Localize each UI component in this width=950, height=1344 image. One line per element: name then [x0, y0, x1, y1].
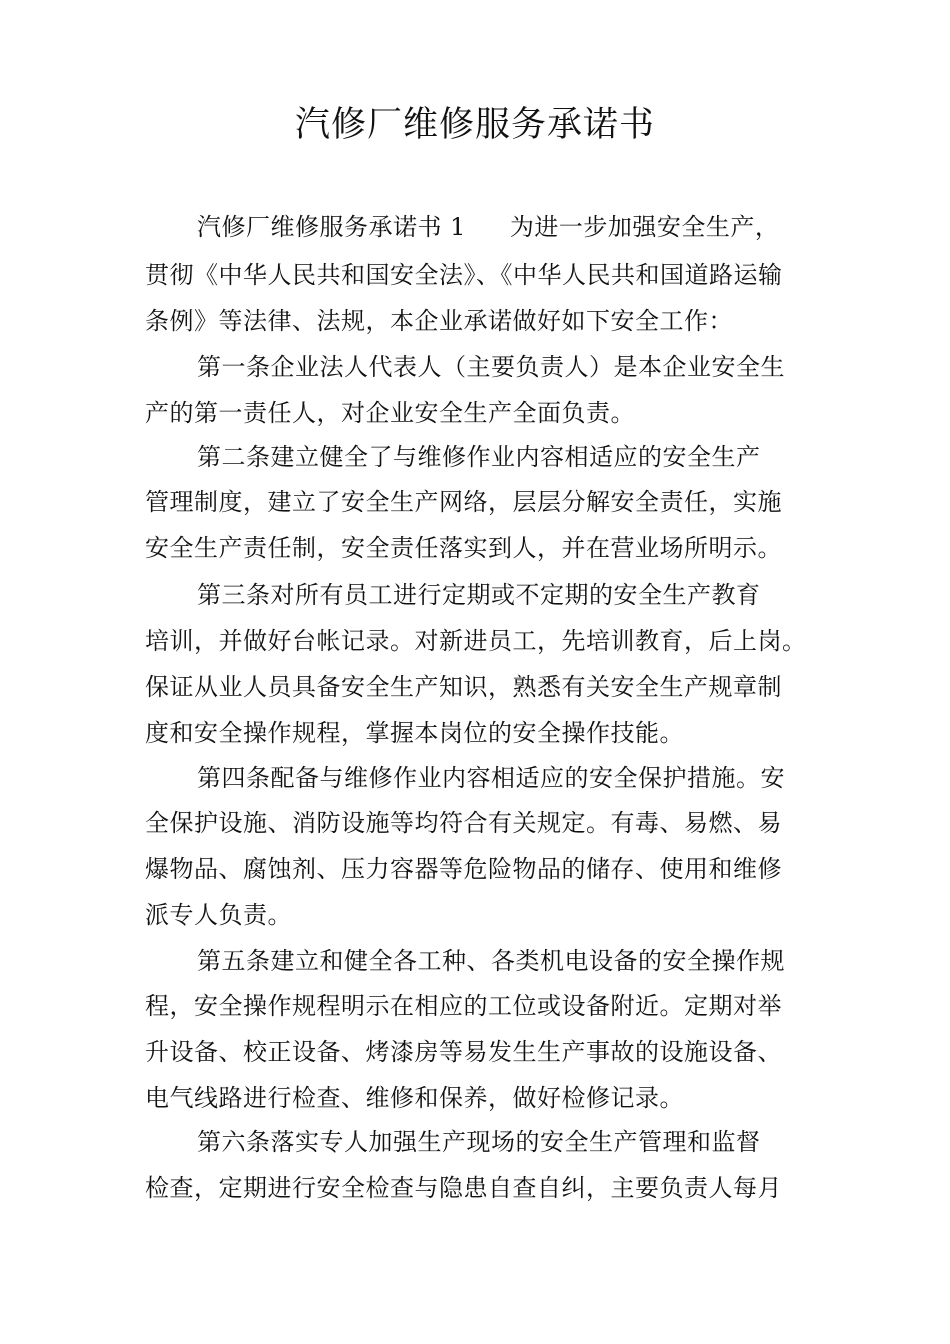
article-2-line-2: 管理制度，建立了安全生产网络，层层分解安全责任，实施	[145, 488, 782, 516]
intro-line-2: 贯彻《中华人民共和国安全法》、《中华人民共和国道路运输	[145, 261, 783, 289]
article-5-line-4: 电气线路进行检查、维修和保养，做好检修记录。	[145, 1084, 684, 1112]
intro-heading-label: 汽修厂维修服务承诺书 1	[197, 213, 466, 241]
intro-text-1: 为进一步加强安全生产，	[509, 213, 780, 241]
article-5-line-3: 升设备、校正设备、烤漆房等易发生生产事故的设施设备、	[145, 1038, 782, 1066]
article-4-line-2: 全保护设施、消防设施等均符合有关规定。有毒、易燃、易	[145, 809, 782, 837]
article-1-line-1: 第一条企业法人代表人（主要负责人）是本企业安全生	[197, 353, 785, 381]
article-3-line-3: 保证从业人员具备安全生产知识，熟悉有关安全生产规章制	[145, 673, 782, 701]
article-5-line-2: 程，安全操作规程明示在相应的工位或设备附近。定期对举	[145, 992, 782, 1020]
article-6-line-2: 检查，定期进行安全检查与隐患自查自纠，主要负责人每月	[145, 1174, 782, 1202]
article-3-line-1: 第三条对所有员工进行定期或不定期的安全生产教育	[197, 581, 761, 609]
article-4-line-1: 第四条配备与维修作业内容相适应的安全保护措施。安	[197, 764, 785, 792]
article-5-line-1: 第五条建立和健全各工种、各类机电设备的安全操作规	[197, 947, 785, 975]
article-4-line-4: 派专人负责。	[145, 901, 292, 929]
document-title: 汽修厂维修服务承诺书	[294, 105, 655, 145]
article-4-line-3: 爆物品、腐蚀剂、压力容器等危险物品的储存、使用和维修	[145, 855, 782, 883]
article-2-line-3: 安全生产责任制，安全责任落实到人，并在营业场所明示。	[145, 534, 782, 562]
intro-line-3: 条例》等法律、法规，本企业承诺做好如下安全工作：	[145, 307, 733, 335]
article-6-line-1: 第六条落实专人加强生产现场的安全生产管理和监督	[197, 1128, 761, 1156]
article-3-line-4: 度和安全操作规程，掌握本岗位的安全操作技能。	[145, 719, 684, 747]
article-2-line-1: 第二条建立健全了与维修作业内容相适应的安全生产	[197, 443, 761, 471]
article-1-line-2: 产的第一责任人，对企业安全生产全面负责。	[145, 399, 635, 427]
article-3-line-2: 培训，并做好台帐记录。对新进员工，先培训教育，后上岗。	[145, 627, 807, 655]
intro-line-1	[197, 212, 897, 242]
